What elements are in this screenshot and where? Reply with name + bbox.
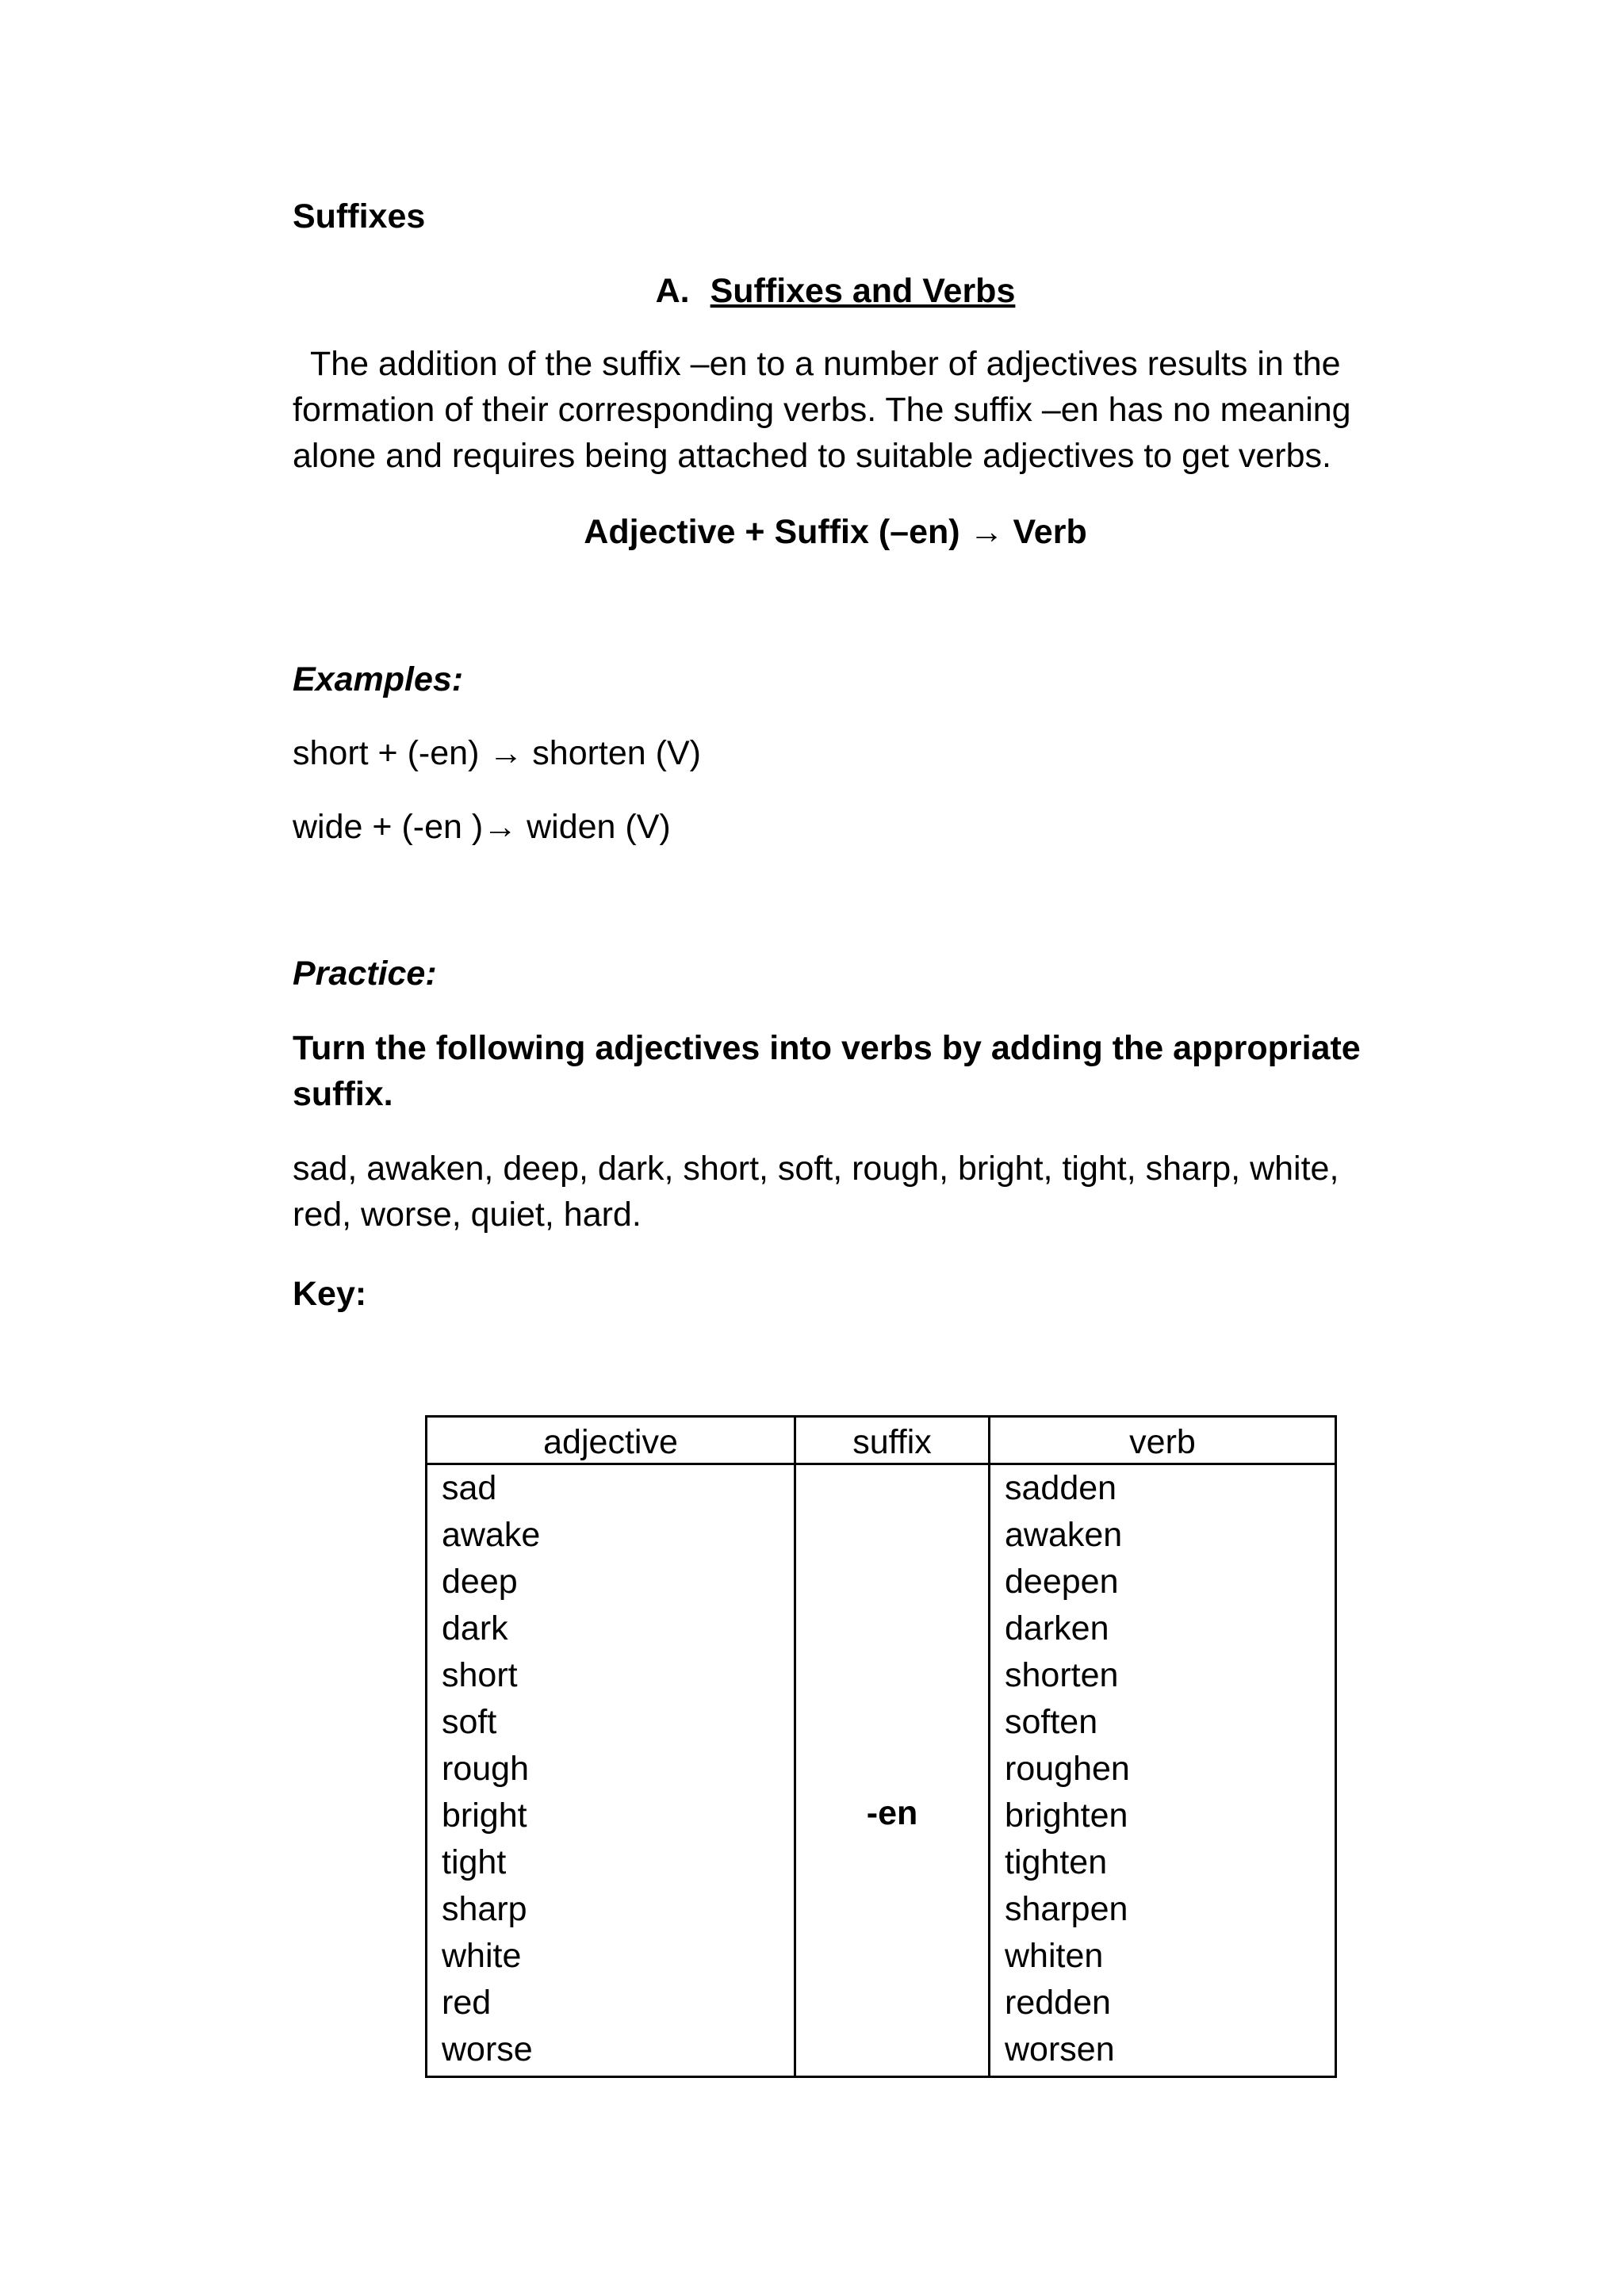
adjective-column	[427, 1418, 796, 2076]
adjective-cell: dark	[442, 1609, 508, 1647]
table-header-suffix: suffix	[796, 1418, 988, 1465]
verb-cell: sadden	[1005, 1469, 1117, 1507]
examples-label: Examples:	[293, 660, 464, 698]
rule-formula: Adjective + Suffix (–en) → Verb	[584, 513, 1087, 551]
adjective-cell: white	[442, 1937, 522, 1975]
adjective-cell: red	[442, 1984, 492, 2022]
key-label: Key:	[293, 1275, 367, 1313]
section-heading	[293, 268, 1378, 314]
verb-cell: soften	[1005, 1703, 1098, 1741]
verb-column	[990, 1418, 1335, 2076]
adjective-cell: awake	[442, 1516, 541, 1554]
section-heading-text: Suffixes and Verbs	[710, 272, 1016, 310]
verb-cell: deepen	[1005, 1563, 1119, 1601]
intro-paragraph: The addition of the suffix –en to a number of adjectives results in the formation of their corresponding verbs. The suffix –en has no meaning alone and requires being attached to suitable adjectives to get verbs.	[293, 345, 1351, 475]
verb-cell: whiten	[1005, 1937, 1104, 1975]
suffix-column	[796, 1418, 990, 2076]
adjective-cell: short	[442, 1656, 518, 1694]
verb-cell: awaken	[1005, 1516, 1123, 1554]
adjective-cell: bright	[442, 1797, 527, 1835]
adjective-cell: tight	[442, 1843, 507, 1881]
document-title: Suffixes	[293, 197, 426, 235]
table-header-verb: verb	[990, 1418, 1335, 1465]
verb-cell: tighten	[1005, 1843, 1108, 1881]
verb-cell: darken	[1005, 1609, 1109, 1647]
answer-key-table	[425, 1415, 1337, 2078]
example-item: wide + (-en )→ widen (V)	[293, 808, 671, 846]
adjective-cell: rough	[442, 1750, 529, 1788]
verb-cell: brighten	[1005, 1797, 1128, 1835]
adjective-cells	[427, 1465, 794, 2073]
adjective-cell: deep	[442, 1563, 518, 1601]
verb-cell: redden	[1005, 1984, 1111, 2022]
adjective-cell: sad	[442, 1469, 497, 1507]
verb-cell: roughen	[1005, 1750, 1130, 1788]
adjective-cell: soft	[442, 1703, 497, 1741]
adjective-cell: sharp	[442, 1890, 527, 1928]
example-item: short + (-en) → shorten (V)	[293, 734, 701, 772]
suffix-cell: -en	[866, 1794, 918, 1832]
adjective-cell: worse	[442, 2030, 533, 2068]
practice-instruction: Turn the following adjectives into verbs by adding the appropriate suffix.	[293, 1029, 1361, 1113]
verb-cell: sharpen	[1005, 1890, 1128, 1928]
verb-cell: shorten	[1005, 1656, 1119, 1694]
practice-word-list: sad, awaken, deep, dark, short, soft, rough, bright, tight, sharp, white, red, worse, quiet, hard.	[293, 1150, 1339, 1234]
verb-cells	[990, 1465, 1335, 2073]
table-header-adjective: adjective	[427, 1418, 794, 1465]
section-letter: A.	[655, 272, 690, 310]
verb-cell: worsen	[1005, 2030, 1115, 2068]
practice-label: Practice:	[293, 955, 437, 993]
